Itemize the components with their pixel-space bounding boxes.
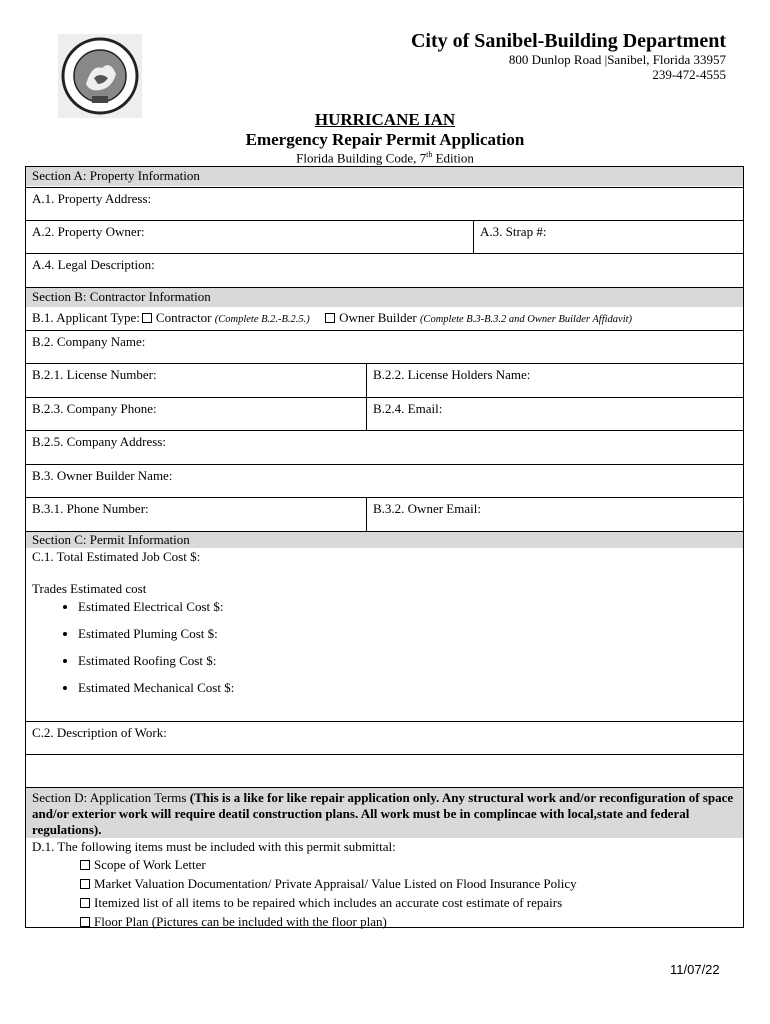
roofing-cost-field[interactable]: • Estimated Roofing Cost $: xyxy=(78,653,737,680)
mechanical-cost-field[interactable]: • Estimated Mechanical Cost $: xyxy=(78,680,737,707)
applicant-type-row xyxy=(26,307,743,330)
company-email-field[interactable]: B.2.4. Email: xyxy=(366,398,743,430)
required-item: Market Valuation Documentation/ Private Appraisal/ Value Listed on Flood Insurance Policy xyxy=(78,875,737,894)
permit-form xyxy=(25,166,744,928)
property-owner-field[interactable]: A.2. Property Owner: xyxy=(32,224,145,239)
section-d-heading xyxy=(26,788,743,838)
required-items-list xyxy=(32,856,737,932)
trades-list xyxy=(32,599,737,707)
electrical-cost-field[interactable]: • Estimated Electrical Cost $: xyxy=(78,599,737,626)
itemized-list-checkbox[interactable] xyxy=(80,898,90,908)
form-subtitle: Emergency Repair Permit Application xyxy=(245,130,525,149)
company-name-field[interactable]: B.2. Company Name: xyxy=(32,334,146,349)
department-header xyxy=(411,30,726,82)
scope-letter-checkbox[interactable] xyxy=(80,860,90,870)
department-address: 800 Dunlop Road |Sanibel, Florida 33957 xyxy=(508,52,726,67)
city-seal-logo xyxy=(58,34,142,118)
contractor-checkbox[interactable] xyxy=(142,313,152,323)
license-number-field[interactable]: B.2.1. License Number: xyxy=(32,367,157,382)
contractor-note: (Complete B.2.-B.2.5.) xyxy=(214,314,310,325)
work-description-field[interactable]: C.2. Description of Work: xyxy=(32,725,167,740)
section-c-heading: Section C: Permit Information xyxy=(26,532,743,548)
owner-builder-name-field[interactable]: B.3. Owner Builder Name: xyxy=(32,468,173,483)
market-valuation-checkbox[interactable] xyxy=(80,879,90,889)
strap-number-field[interactable]: A.3. Strap #: xyxy=(473,221,743,253)
trades-label: Trades Estimated cost xyxy=(32,581,147,596)
owner-email-field[interactable]: B.3.2. Owner Email: xyxy=(366,498,743,531)
section-d-title: Section D: Application Terms xyxy=(32,790,190,805)
form-date: 11/07/22 xyxy=(670,962,720,977)
applicant-type-label: B.1. Applicant Type: xyxy=(32,310,140,325)
form-title: HURRICANE IAN xyxy=(314,110,456,129)
owner-phone-field[interactable]: B.3.1. Phone Number: xyxy=(32,501,149,516)
company-phone-field[interactable]: B.2.3. Company Phone: xyxy=(32,401,157,416)
owner-builder-checkbox[interactable] xyxy=(325,313,335,323)
required-items-label: D.1. The following items must be included with this permit submittal: xyxy=(32,839,396,854)
floor-plan-checkbox[interactable] xyxy=(80,917,90,927)
department-phone: 239-472-4555 xyxy=(652,67,726,82)
owner-builder-note: (Complete B.3-B.3.2 and Owner Builder Affidavit) xyxy=(419,314,633,325)
property-address-field[interactable]: A.1. Property Address: xyxy=(32,191,152,206)
required-items-block xyxy=(26,838,743,927)
plumbing-cost-field[interactable]: • Estimated Pluming Cost $: xyxy=(78,626,737,653)
required-item: Scope of Work Letter xyxy=(78,856,737,875)
contractor-label: Contractor xyxy=(155,310,212,325)
code-edition: Florida Building Code, 7th Edition xyxy=(296,150,474,166)
total-job-cost-field[interactable]: C.1. Total Estimated Job Cost $: xyxy=(32,549,201,564)
job-cost-block xyxy=(26,548,743,721)
department-name: City of Sanibel-Building Department xyxy=(410,30,726,52)
legal-description-field[interactable]: A.4. Legal Description: xyxy=(32,257,155,272)
work-description-line[interactable] xyxy=(26,755,743,787)
required-item: Floor Plan (Pictures can be included with the floor plan) xyxy=(78,913,737,932)
required-item: Itemized list of all items to be repaired which includes an accurate cost estimate of repairs xyxy=(78,894,737,913)
owner-builder-label: Owner Builder xyxy=(339,310,417,325)
company-address-field[interactable]: B.2.5. Company Address: xyxy=(32,434,166,449)
section-b-heading: Section B: Contractor Information xyxy=(26,288,743,307)
section-a-heading: Section A: Property Information xyxy=(26,167,743,186)
license-holder-field[interactable]: B.2.2. License Holders Name: xyxy=(366,364,743,397)
application-terms-text: (This is a like for like repair application only. Any structural work and/or reconfiguration of space and/or exterior work will require deatil construction plans. All work must be in complincae with local,state and federal regulations). xyxy=(32,790,734,837)
